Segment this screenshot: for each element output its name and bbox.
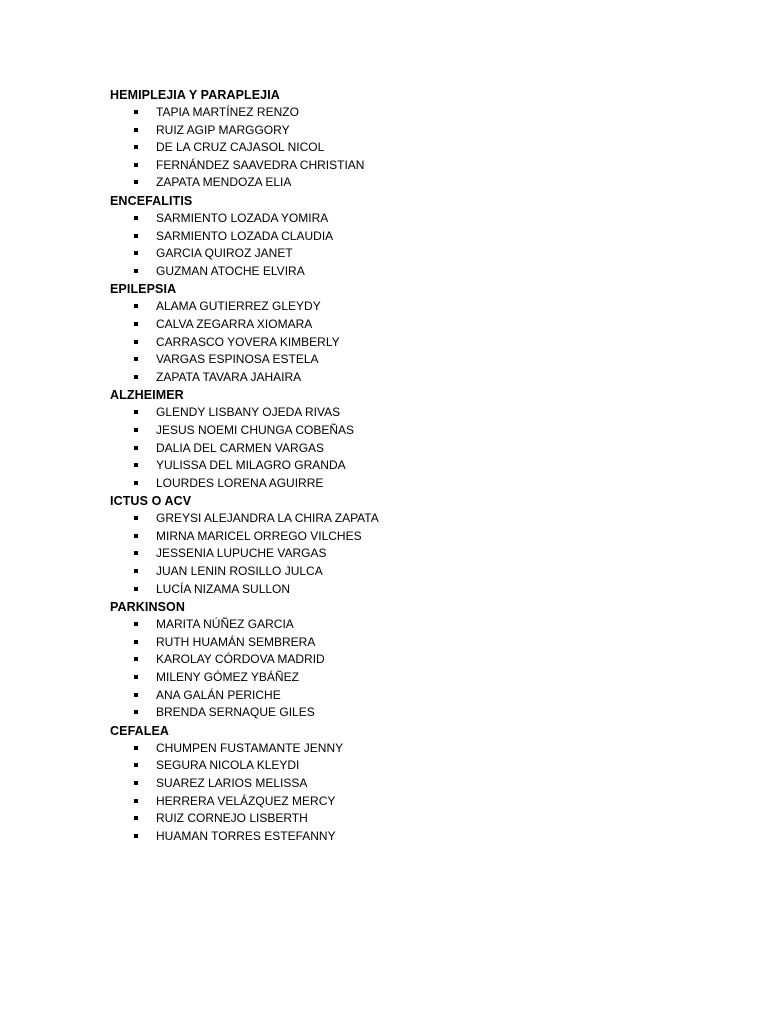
list-item [110, 669, 670, 687]
member-name: CHUMPEN FUSTAMANTE JENNY [156, 740, 344, 755]
member-name: GARCIA QUIROZ JANET [156, 246, 293, 261]
square-bullet-icon [134, 710, 138, 714]
list-item [110, 104, 670, 122]
member-name: MARITA NÚÑEZ GARCIA [156, 617, 294, 632]
member-name: ALAMA GUTIERREZ GLEYDY [156, 299, 321, 314]
group-section [110, 386, 670, 492]
member-list [110, 740, 670, 846]
member-name: CALVA ZEGARRA XIOMARA [156, 316, 313, 331]
group-section [110, 492, 670, 598]
member-name: GUZMAN ATOCHE ELVIRA [156, 263, 305, 278]
member-name: JESUS NOEMI CHUNGA COBEÑAS [156, 422, 355, 437]
square-bullet-icon [134, 640, 138, 644]
list-item [110, 157, 670, 175]
list-item [110, 351, 670, 369]
group-section [110, 192, 670, 280]
member-name: JESSENIA LUPUCHE VARGAS [156, 546, 327, 561]
square-bullet-icon [134, 410, 138, 414]
member-name: DE LA CRUZ CAJASOL NICOL [156, 140, 325, 155]
member-name: KAROLAY CÓRDOVA MADRID [156, 652, 325, 667]
square-bullet-icon [134, 763, 138, 767]
square-bullet-icon [134, 180, 138, 184]
list-item [110, 828, 670, 846]
member-name: GLENDY LISBANY OJEDA RIVAS [156, 405, 341, 420]
member-list [110, 616, 670, 722]
square-bullet-icon [134, 304, 138, 308]
square-bullet-icon [134, 816, 138, 820]
square-bullet-icon [134, 463, 138, 467]
square-bullet-icon [134, 675, 138, 679]
member-name: HUAMAN TORRES ESTEFANNY [156, 828, 336, 843]
square-bullet-icon [134, 746, 138, 750]
member-name: HERRERA VELÁZQUEZ MERCY [156, 793, 336, 808]
group-section [110, 86, 670, 192]
square-bullet-icon [134, 322, 138, 326]
member-list [110, 210, 670, 280]
member-name: ZAPATA MENDOZA ELIA [156, 175, 292, 190]
list-item [110, 316, 670, 334]
square-bullet-icon [134, 446, 138, 450]
member-name: GREYSI ALEJANDRA LA CHIRA ZAPATA [156, 511, 379, 526]
square-bullet-icon [134, 587, 138, 591]
square-bullet-icon [134, 216, 138, 220]
member-list [110, 104, 670, 192]
list-item [110, 757, 670, 775]
square-bullet-icon [134, 622, 138, 626]
list-item [110, 245, 670, 263]
list-item [110, 263, 670, 281]
square-bullet-icon [134, 534, 138, 538]
square-bullet-icon [134, 145, 138, 149]
member-name: RUIZ AGIP MARGGORY [156, 122, 290, 137]
list-item [110, 174, 670, 192]
square-bullet-icon [134, 799, 138, 803]
square-bullet-icon [134, 357, 138, 361]
member-list [110, 510, 670, 598]
list-item [110, 545, 670, 563]
list-item [110, 298, 670, 316]
square-bullet-icon [134, 569, 138, 573]
list-item [110, 210, 670, 228]
member-name: TAPIA MARTÍNEZ RENZO [156, 105, 299, 119]
member-name: YULISSA DEL MILAGRO GRANDA [156, 458, 346, 473]
member-name: ZAPATA TAVARA JAHAIRA [156, 369, 302, 384]
list-item [110, 334, 670, 352]
square-bullet-icon [134, 110, 138, 114]
group-section [110, 598, 670, 722]
list-item [110, 404, 670, 422]
member-name: VARGAS ESPINOSA ESTELA [156, 352, 319, 367]
member-name: SUAREZ LARIOS MELISSA [156, 776, 308, 790]
member-name: DALIA DEL CARMEN VARGAS [156, 440, 325, 455]
list-item [110, 122, 670, 140]
square-bullet-icon [134, 551, 138, 555]
member-name: CARRASCO YOVERA KIMBERLY [156, 334, 340, 349]
list-item [110, 616, 670, 634]
square-bullet-icon [134, 657, 138, 661]
list-item [110, 581, 670, 599]
group-section [110, 280, 670, 386]
member-list [110, 404, 670, 492]
member-name: BRENDA SERNAQUE GILES [156, 705, 315, 720]
list-item [110, 810, 670, 828]
member-name: SARMIENTO LOZADA YOMIRA [156, 210, 329, 225]
list-item [110, 634, 670, 652]
list-item [110, 775, 670, 793]
list-item [110, 740, 670, 758]
square-bullet-icon [134, 269, 138, 273]
list-item [110, 651, 670, 669]
list-item [110, 793, 670, 811]
member-name: SEGURA NICOLA KLEYDI [156, 758, 300, 773]
group-heading: PARKINSON [110, 600, 185, 615]
member-name: ANA GALÁN PERICHE [156, 687, 281, 702]
document-body [110, 86, 670, 845]
member-list [110, 298, 670, 386]
member-name: RUTH HUAMÁN SEMBRERA [156, 634, 316, 649]
list-item [110, 510, 670, 528]
square-bullet-icon [134, 234, 138, 238]
list-item [110, 475, 670, 493]
list-item [110, 422, 670, 440]
group-heading: ICTUS O ACV [110, 494, 192, 509]
square-bullet-icon [134, 781, 138, 785]
square-bullet-icon [134, 163, 138, 167]
list-item [110, 457, 670, 475]
square-bullet-icon [134, 128, 138, 132]
square-bullet-icon [134, 340, 138, 344]
list-item [110, 563, 670, 581]
square-bullet-icon [134, 516, 138, 520]
group-section [110, 722, 670, 846]
square-bullet-icon [134, 251, 138, 255]
group-heading: ENCEFALITIS [110, 193, 193, 208]
group-heading: CEFALEA [110, 723, 170, 738]
member-name: SARMIENTO LOZADA CLAUDIA [156, 228, 334, 243]
list-item [110, 369, 670, 387]
group-heading: HEMIPLEJIA Y PARAPLEJIA [110, 88, 280, 102]
square-bullet-icon [134, 428, 138, 432]
list-item [110, 528, 670, 546]
member-name: RUIZ CORNEJO LISBERTH [156, 811, 308, 826]
member-name: MILENY GÓMEZ YBÁÑEZ [156, 670, 299, 685]
member-name: LUCÍA NIZAMA SULLON [156, 581, 291, 596]
group-heading: EPILEPSIA [110, 282, 177, 297]
list-item [110, 228, 670, 246]
list-item [110, 440, 670, 458]
square-bullet-icon [134, 481, 138, 485]
square-bullet-icon [134, 834, 138, 838]
list-item [110, 687, 670, 705]
member-name: MIRNA MARICEL ORREGO VILCHES [156, 528, 362, 543]
square-bullet-icon [134, 693, 138, 697]
member-name: LOURDES LORENA AGUIRRE [156, 475, 324, 490]
square-bullet-icon [134, 375, 138, 379]
member-name: JUAN LENIN ROSILLO JULCA [156, 564, 323, 579]
member-name: FERNÁNDEZ SAAVEDRA CHRISTIAN [156, 157, 365, 172]
list-item [110, 139, 670, 157]
group-heading: ALZHEIMER [110, 388, 184, 403]
list-item [110, 704, 670, 722]
